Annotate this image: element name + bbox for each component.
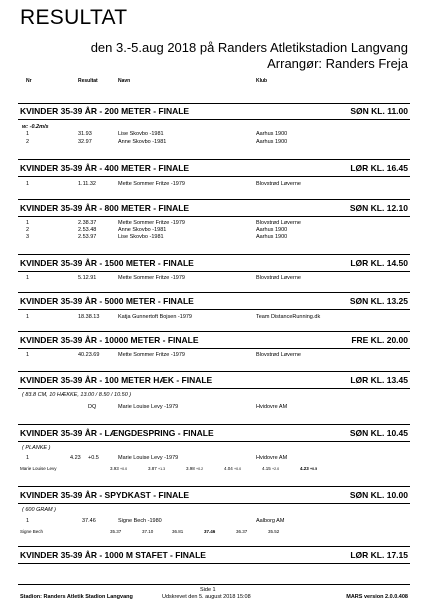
footer-stadium: Stadion: Randers Atletik Stadion Langvang: [20, 594, 133, 600]
attempt-series: Marie Louise Levy 3.93 +0.0 3.87 +1.3 3.98 +0.2 4.04 +0.0 4.15 +2.0 4.23 +0.5: [20, 466, 318, 471]
divider: [18, 216, 410, 217]
meet-dates-venue: den 3.-5.aug 2018 på Randers Atletikstadion Langvang: [90, 40, 408, 55]
column-header-club: Klub: [256, 78, 268, 84]
column-header-nr: Nr: [26, 78, 32, 84]
footer-printed: Udskrevet den 5. august 2018 15:08: [162, 594, 251, 600]
event-title: KVINDER 35-39 ÅR - 5000 METER - FINALE: [20, 296, 194, 306]
event-time: SØN KL. 10.45: [349, 428, 408, 438]
column-header-result: Resultat: [78, 78, 98, 84]
event-time: FRE KL. 20.00: [351, 335, 408, 345]
event-title: KVINDER 35-39 ÅR - 400 METER - FINALE: [20, 163, 190, 173]
event-time: SØN KL. 12.10: [349, 203, 408, 213]
event-title: KVINDER 35-39 ÅR - 1500 METER - FINALE: [20, 258, 194, 268]
divider: [18, 563, 410, 564]
footer-divider: [18, 584, 410, 585]
page-title: RESULTAT: [20, 6, 128, 29]
event-time: SØN KL. 10.00: [349, 490, 408, 500]
event-time: LØR KL. 14.50: [350, 258, 408, 268]
event-title: KVINDER 35-39 ÅR - 100 METER HÆK - FINALE: [20, 375, 213, 385]
event-time: SØN KL. 11.00: [350, 106, 408, 116]
event-title: KVINDER 35-39 ÅR - 10000 METER - FINALE: [20, 335, 199, 345]
event-time: SØN KL. 13.25: [349, 296, 408, 306]
divider: [18, 271, 410, 272]
event-time: LØR KL. 13.45: [350, 375, 408, 385]
result-row: 1 1.11.32 Mette Sommer Fritze -1979 Blovstrød Løverne: [26, 181, 301, 187]
divider: [18, 441, 410, 442]
wind-reading: w: -0.2m/s: [22, 124, 49, 130]
result-row: 1 37.46 Signe Bech -1980 Aalborg AM: [26, 518, 285, 524]
divider: [18, 424, 410, 425]
footer-version: MARS version 2.0.0.408: [346, 594, 408, 600]
event-title: KVINDER 35-39 ÅR - 1000 M STAFET - FINALE: [20, 550, 206, 560]
event-note: ( 600 GRAM ): [22, 507, 56, 513]
result-row: 1 2.38.37 Mette Sommer Fritze -1979 Blovstrød Løverne: [26, 220, 301, 226]
attempt-series: Signe Bech 35.37 37.10 36.81 37.46 36.37 35.52: [20, 529, 280, 534]
result-row: 2 32.97 Anne Skovbo -1981 Aarhus 1900: [26, 139, 288, 145]
event-time: LØR KL. 16.45: [350, 163, 408, 173]
meet-organizer: Arrangør: Randers Freja: [267, 56, 408, 71]
result-row: 1 4.23 +0.5 Marie Louise Levy -1979 Hvidovre AM: [26, 455, 288, 461]
divider: [18, 103, 410, 104]
divider: [18, 546, 410, 547]
result-row: 2 2.53.48 Anne Skovbo -1981 Aarhus 1900: [26, 227, 288, 233]
page-number: Side 1: [200, 587, 216, 593]
divider: [18, 371, 410, 372]
event-title: KVINDER 35-39 ÅR - 200 METER - FINALE: [20, 106, 190, 116]
divider: [18, 199, 410, 200]
event-title: KVINDER 35-39 ÅR - SPYDKAST - FINALE: [20, 490, 190, 500]
event-title: KVINDER 35-39 ÅR - 800 METER - FINALE: [20, 203, 190, 213]
result-row: 1 31.93 Lise Skovbo -1981 Aarhus 1900: [26, 131, 288, 137]
divider: [18, 388, 410, 389]
result-row: 1 5.12.91 Mette Sommer Fritze -1979 Blovstrød Løverne: [26, 275, 301, 281]
divider: [18, 503, 410, 504]
divider: [18, 331, 410, 332]
divider: [18, 292, 410, 293]
divider: [18, 486, 410, 487]
result-row: DQ Marie Louise Levy -1979 Hvidovre AM: [88, 404, 288, 410]
divider: [18, 176, 410, 177]
result-row: 1 40.23.69 Mette Sommer Fritze -1979 Blovstrød Løverne: [26, 352, 301, 358]
column-header-name: Navn: [118, 78, 131, 84]
divider: [18, 159, 410, 160]
divider: [18, 309, 410, 310]
divider: [18, 348, 410, 349]
event-note: ( 83.8 CM, 10 HÆKKE, 13.00 / 8.50 / 10.50 ): [22, 392, 132, 398]
event-title: KVINDER 35-39 ÅR - LÆNGDESPRING - FINALE: [20, 428, 214, 438]
event-note: ( PLANKE ): [22, 445, 51, 451]
result-row: 1 18.38.13 Katja Gunnertoft Bojsen -1979 Team DistanceRunning.dk: [26, 314, 321, 320]
event-time: LØR KL. 17.15: [350, 550, 408, 560]
divider: [18, 254, 410, 255]
result-row: 3 2.53.97 Lise Skovbo -1981 Aarhus 1900: [26, 234, 288, 240]
divider: [18, 119, 410, 120]
